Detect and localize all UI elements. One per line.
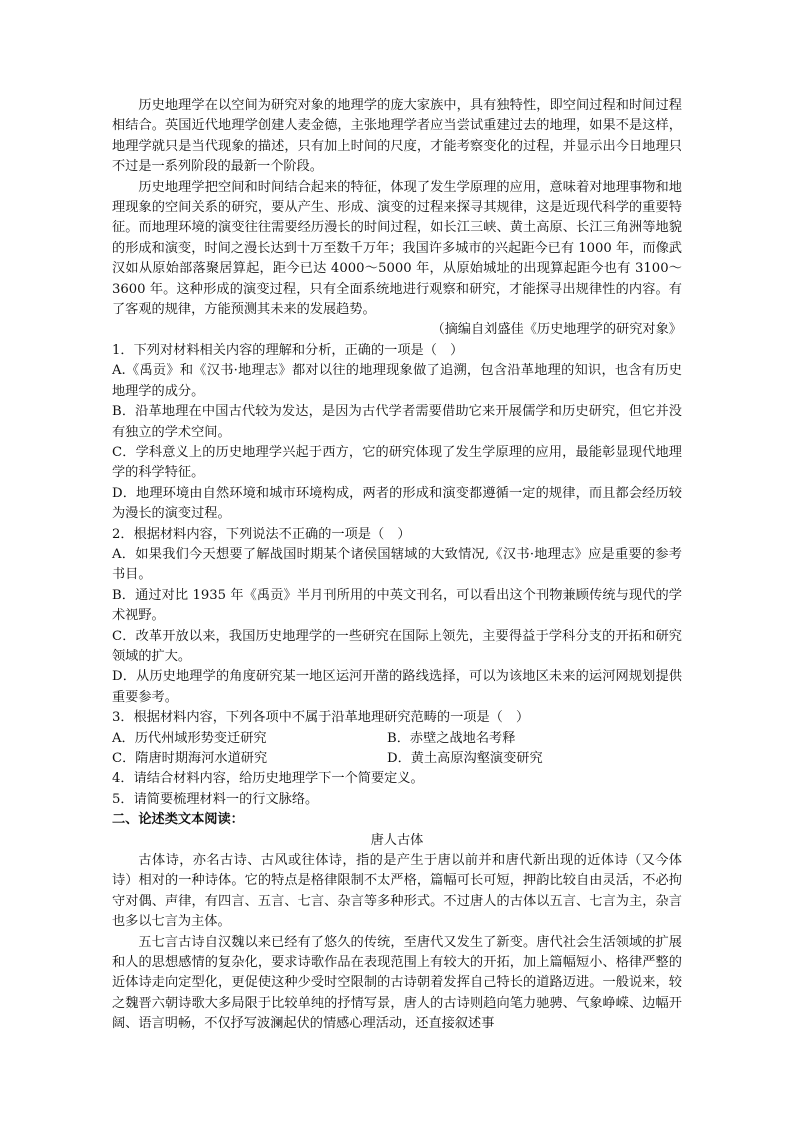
question-3-option-a: A．历代州域形势变迁研究 — [112, 730, 267, 746]
question-2-option-b: B．通过对比 1935 年《禹贡》半月刊所用的中英文刊名，可以看出这个刊物兼顾传统与现代的学术视野。 — [112, 587, 682, 624]
question-3-option-d: D．黄土高原沟壑演变研究 — [387, 751, 543, 766]
article-title: 唐人古体 — [370, 832, 424, 848]
question-2-option-d: D．从历史地理学的角度研究某一地区运河开凿的路线选择，可以为该地区未来的运河网规划提供重要参考。 — [112, 669, 682, 705]
question-2-option-c: C．改革开放以来，我国历史地理学的一些研究在国际上领先，主要得益于学科分支的开拓和研究领域的扩大。 — [112, 628, 682, 664]
passage-paragraph-1: 历史地理学在以空间为研究对象的地理学的庞大家族中，具有独特性，即空间过程和时间过程相结合。英国近代地理学创建人麦金德，主张地理学者应当尝试重建过去的地理，如果不是这样，地理学就只是当代现象的描述，只有加上时间的尺度，才能考察变化的过程，并显示出今日地理只不过是一系列阶段的最新一个阶段。 — [112, 98, 682, 175]
question-3-options-row-2 — [112, 749, 682, 769]
question-5-stem: 5．请简要梳理材料一的行文脉络。 — [112, 791, 319, 807]
question-1-stem: 1．下列对材料相关内容的理解和分析，正确的一项是（ ） — [112, 342, 464, 358]
question-3-options-row-1 — [112, 729, 682, 749]
passage-source: （摘编自刘盛佳《历史地理学的研究对象》 — [431, 322, 682, 338]
section-2-heading: 二、论述类文本阅读： — [112, 812, 244, 828]
question-2-option-a: A．如果我们今天想要了解战国时期某个诸侯国辖域的大致情况,《汉书·地理志》应是重要的参考书目。 — [112, 546, 682, 583]
question-1-option-c: C．学科意义上的历史地理学兴起于西方，它的研究体现了发生学原理的应用，最能彰显现代地理学的科学特征。 — [112, 444, 682, 481]
passage-paragraph-2: 历史地理学把空间和时间结合起来的特征，体现了发生学原理的应用，意味着对地理事物和地理现象的空间关系的研究，要从产生、形成、演变的过程来探寻其规律，这是近现代科学的重要特征。而地理环境的演变往往需要经历漫长的时间过程，如长江三峡、黄土高原、长江三角洲等地貌的形成和演变，时间之漫长达到十万至数千万年；我国许多城市的兴起距今已有 1000 年，而像武汉如从原始部落聚居算起，距今已达 4000～5000 年，从原始城址的出现算起距今也有 3100～3600 年。这种形成的演变过程，只有全面系统地进行观察和研究，才能探寻出规律性的内容。有了客观的规律，方能预测其未来的发展趋势。 — [112, 179, 682, 318]
document-page — [112, 96, 682, 1035]
question-3-option-c: C．隋唐时期海河水道研究 — [112, 751, 268, 766]
question-3-stem: 3．根据材料内容，下列各项中不属于沿革地理研究范畴的一项是（ ） — [112, 710, 530, 726]
question-2-stem: 2．根据材料内容，下列说法不正确的一项是（ ） — [112, 526, 411, 542]
question-3-option-b: B．赤壁之战地名考释 — [387, 730, 516, 746]
question-1-option-b: B．沿革地理在中国古代较为发达，是因为古代学者需要借助它来开展儒学和历史研究，但它并没有独立的学术空间。 — [112, 404, 682, 440]
question-4-stem: 4．请结合材料内容，给历史地理学下一个简要定义。 — [112, 771, 424, 787]
article-paragraph-1: 古体诗，亦名古诗、古风或往体诗，指的是产生于唐以前并和唐代新出现的近体诗（又今体诗）相对的一种诗体。它的特点是格律限制不太严格，篇幅可长可短，押韵比较自由灵活，不必拘守对偶、声律，有四言、五言、七言、杂言等多种形式。不过唐人的古体以五言、七言为主，杂言也多以七言为主体。 — [112, 853, 682, 930]
article-paragraph-2: 五七言古诗自汉魏以来已经有了悠久的传统，至唐代又发生了新变。唐代社会生活领域的扩展和人的思想感情的复杂化，要求诗歌作品在表现范围上有较大的开拓，加上篇幅短小、格律严整的近体诗走向定型化，更促使这种少受时空限制的古诗朝着发挥自己特长的道路迈进。一般说来，较之魏晋六朝诗歌大多局限于比较单纯的抒情写景，唐人的古诗则趋向笔力驰骋、气象峥嵘、边幅开阔、语言明畅，不仅抒写波澜起伏的情感心理活动，还直接叙述事 — [112, 934, 682, 1032]
question-1-option-a: A.《禹贡》和《汉书·地理志》都对以往的地理现象做了追溯，包含沿革地理的知识，也含有历史地理学的成分。 — [112, 363, 682, 399]
question-1-option-d: D．地理环境由自然环境和城市环境构成，两者的形成和演变都遵循一定的规律，而且都会经历较为漫长的演变过程。 — [112, 485, 682, 522]
